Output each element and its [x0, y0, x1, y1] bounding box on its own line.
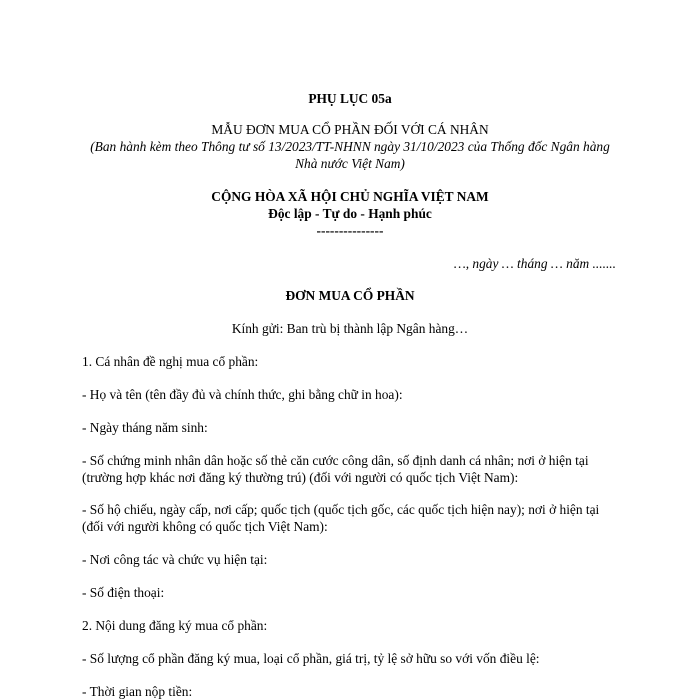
id-number-field-line-2: (trường hợp khác nơi đăng ký thường trú) (đối với người có quốc tịch Việt Nam): — [82, 470, 519, 485]
payment-time-field: - Thời gian nộp tiền: — [82, 684, 193, 699]
section-2-heading: 2. Nội dung đăng ký mua cổ phần: — [82, 618, 268, 633]
national-motto: Độc lập - Tự do - Hạnh phúc — [268, 206, 432, 221]
date-line: …, ngày … tháng … năm ....... — [453, 256, 616, 271]
phone-field: - Số điện thoại: — [82, 585, 165, 600]
workplace-field: - Nơi công tác và chức vụ hiện tại: — [82, 552, 268, 567]
issuance-note-line-1: (Ban hành kèm theo Thông tư số 13/2023/TT-NHNN ngày 31/10/2023 của Thống đốc Ngân hàng — [90, 139, 610, 154]
issuance-note-line-2: Nhà nước Việt Nam) — [295, 156, 405, 171]
national-title: CỘNG HÒA XÃ HỘI CHỦ NGHĨA VIỆT NAM — [211, 189, 489, 204]
share-quantity-field: - Số lượng cổ phần đăng ký mua, loại cổ phần, giá trị, tỷ lệ sở hữu so với vốn điều lệ: — [82, 651, 540, 666]
form-template-title: MẪU ĐƠN MUA CỔ PHẦN ĐỐI VỚI CÁ NHÂN — [211, 122, 489, 137]
motto-separator: --------------- — [316, 223, 384, 238]
section-1-heading: 1. Cá nhân đề nghị mua cổ phần: — [82, 354, 259, 369]
appendix-title: PHỤ LỤC 05a — [308, 91, 392, 106]
addressee: Kính gửi: Ban trù bị thành lập Ngân hàng… — [231, 321, 469, 336]
passport-field-line-2: (đối với người không có quốc tịch Việt Nam): — [82, 519, 328, 534]
full-name-field: - Họ và tên (tên đầy đủ và chính thức, ghi bằng chữ in hoa): — [82, 387, 403, 402]
id-number-field-line-1: - Số chứng minh nhân dân hoặc số thẻ căn cước công dân, số định danh cá nhân; nơi ở hiện tại — [82, 453, 589, 468]
passport-field-line-1: - Số hộ chiếu, ngày cấp, nơi cấp; quốc tịch (quốc tịch gốc, các quốc tịch hiện nay); nơi ở hiện tại — [82, 502, 600, 517]
document-title: ĐƠN MUA CỔ PHẦN — [285, 288, 415, 303]
date-of-birth-field: - Ngày tháng năm sinh: — [82, 420, 208, 435]
